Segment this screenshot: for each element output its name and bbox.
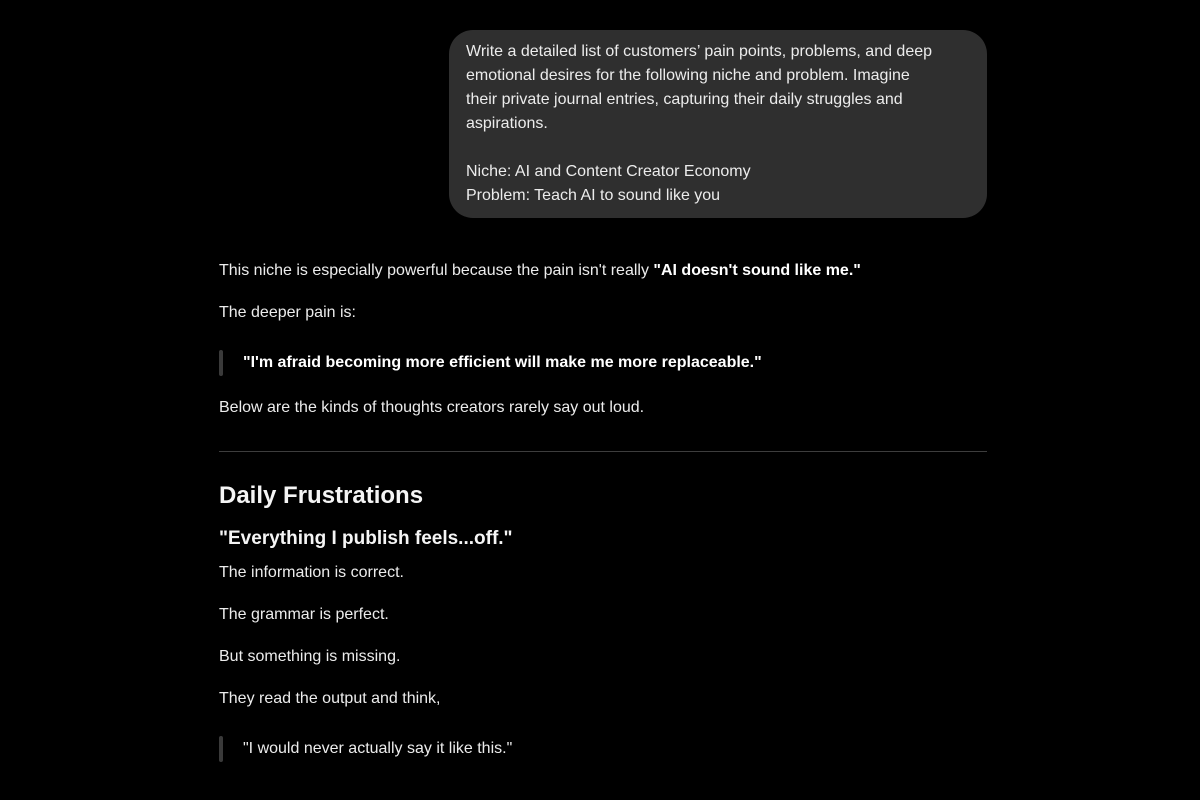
sub-heading: "Everything I publish feels...off." [219, 528, 513, 549]
blockquote-bar [219, 350, 223, 376]
assistant-response [219, 258, 987, 762]
blockquote [219, 350, 987, 376]
user-message-problem: Problem: Teach AI to sound like you [466, 187, 721, 204]
intro-bold-text: "AI doesn't sound like me." [653, 262, 861, 279]
body-line: The information is correct. [219, 564, 404, 581]
blockquote-bar [219, 736, 223, 762]
body-line: But something is missing. [219, 648, 401, 665]
blockquote-text: "I would never actually say it like this." [243, 740, 513, 757]
intro-paragraph [219, 258, 987, 284]
section-heading: Daily Frustrations [219, 482, 424, 509]
user-message-line: their private journal entries, capturing their daily struggles and [466, 91, 903, 108]
deeper-pain-paragraph: The deeper pain is: [219, 304, 356, 321]
blockquote-text: "I'm afraid becoming more efficient will make me more replaceable." [243, 354, 762, 371]
user-message-line: aspirations. [466, 115, 548, 132]
blockquote [219, 736, 987, 762]
intro-text: This niche is especially powerful because the pain isn't really [219, 262, 654, 279]
user-message-line: emotional desires for the following niche and problem. Imagine [466, 67, 910, 84]
user-message-line: Write a detailed list of customers’ pain points, problems, and deep [466, 43, 933, 60]
below-paragraph: Below are the kinds of thoughts creators rarely say out loud. [219, 399, 645, 416]
user-message-niche: Niche: AI and Content Creator Economy [466, 163, 751, 180]
user-message-bubble [449, 30, 987, 218]
section-divider [219, 451, 987, 452]
body-line: They read the output and think, [219, 690, 441, 707]
paragraph-gap [466, 136, 970, 160]
body-line: The grammar is perfect. [219, 606, 389, 623]
